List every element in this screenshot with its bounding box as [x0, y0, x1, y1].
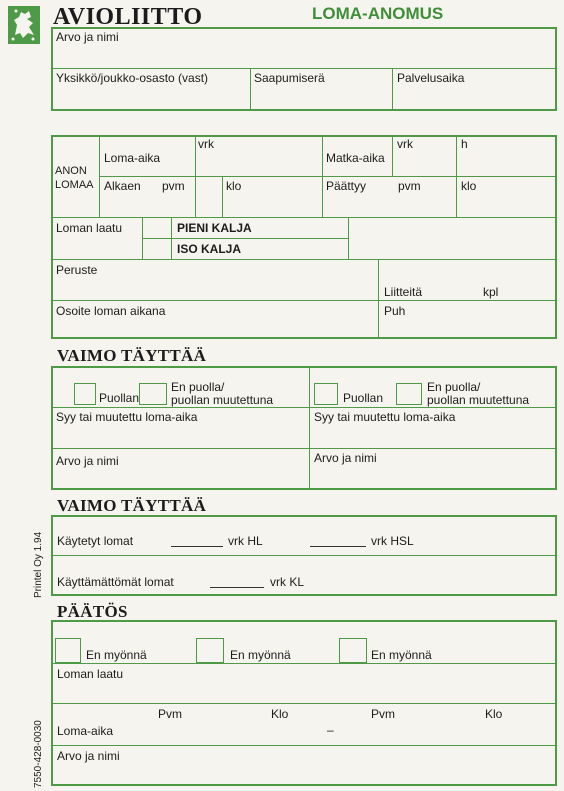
en-puolla-checkbox-left[interactable] [139, 383, 167, 405]
form-title: LOMA-ANOMUS [312, 4, 444, 23]
puollan-checkbox-right[interactable] [314, 383, 338, 405]
vrk-hl-label: vrk HL [228, 534, 263, 548]
paattyy-klo-label: klo [461, 179, 477, 193]
matka-aika-field[interactable]: Matka-aika [326, 151, 385, 165]
paatos-arvo-field[interactable]: Arvo ja nimi [57, 749, 120, 763]
alkaen-field[interactable]: Alkaen [104, 179, 141, 193]
alkaen-pvm-label: pvm [162, 179, 185, 193]
paattyy-field[interactable]: Päättyy [326, 179, 367, 193]
en-myonna-checkbox-2[interactable] [196, 638, 224, 663]
en-puolla-checkbox-right[interactable] [396, 383, 422, 405]
paatos-pvm-label-2: Pvm [371, 707, 395, 721]
vaimo-section-title-2: VAIMO TÄYTTÄÄ [57, 496, 207, 515]
arvo-field-right[interactable]: Arvo ja nimi [314, 451, 377, 465]
vrk-hsl-label: vrk HSL [371, 534, 414, 548]
matka-aika-vrk-label: vrk [397, 137, 413, 151]
en-puolla-label-right-2: puollan muutettuna [427, 393, 530, 407]
alkaen-klo-label: klo [226, 179, 242, 193]
arvo-field-left[interactable]: Arvo ja nimi [56, 454, 119, 468]
peruste-field[interactable]: Peruste [56, 263, 98, 277]
matka-aika-h-label: h [461, 137, 468, 151]
iso-kalja-option[interactable]: ISO KALJA [177, 242, 242, 256]
service-time-field[interactable]: Palvelusaika [397, 71, 465, 85]
puollan-label-right: Puollan [343, 391, 384, 405]
liitteita-kpl-label: kpl [483, 285, 499, 299]
paatos-loma-aika-field[interactable]: Loma-aika [57, 724, 114, 738]
puollan-label-left: Puollan [99, 391, 140, 405]
rank-name-field[interactable]: Arvo ja nimi [56, 30, 119, 44]
en-myonna-label-3: En myönnä [371, 648, 432, 662]
syy-field-right[interactable]: Syy tai muutettu loma-aika [314, 410, 456, 424]
en-puolla-label-right: En puolla/ [427, 380, 481, 394]
en-puolla-label-left: En puolla/ [171, 380, 225, 394]
loma-aika-field[interactable]: Loma-aika [104, 151, 161, 165]
anon-label: ANON [55, 165, 87, 177]
en-myonna-label-2: En myönnä [230, 648, 291, 662]
paatos-klo-label-1: Klo [271, 707, 289, 721]
en-puolla-label-left-2: puollan muutettuna [171, 393, 274, 407]
unit-field[interactable]: Yksikkö/joukko-osasto (vast) [56, 71, 209, 85]
personal-info-box [51, 27, 557, 111]
paatos-section-title: PÄÄTÖS [57, 602, 128, 621]
kaytetyt-lomat-label: Käytetyt lomat [57, 534, 134, 548]
vaimo-box-1 [51, 366, 557, 490]
form-code: 7550-428-0030 [33, 720, 44, 788]
puollan-checkbox-left[interactable] [74, 383, 96, 405]
loma-aika-vrk-label: vrk [198, 137, 214, 151]
vaimo-section-title-1: VAIMO TÄYTTÄÄ [57, 346, 207, 365]
paatos-loman-laatu-field[interactable]: Loman laatu [57, 667, 124, 681]
liitteita-field[interactable]: Liitteitä [384, 285, 423, 299]
paattyy-pvm-label: pvm [398, 179, 421, 193]
vrk-kl-label: vrk KL [270, 575, 305, 589]
en-myonna-checkbox-3[interactable] [339, 638, 367, 663]
en-myonna-label-1: En myönnä [86, 648, 147, 662]
lion-emblem-icon [7, 5, 41, 45]
intake-field[interactable]: Saapumiserä [254, 71, 325, 85]
paatos-dash: – [327, 723, 334, 737]
lomaa-label: LOMAA [55, 179, 94, 191]
pieni-kalja-checkbox[interactable] [144, 219, 169, 237]
loman-laatu-label: Loman laatu [56, 221, 123, 235]
pieni-kalja-option[interactable]: PIENI KALJA [177, 221, 252, 235]
paatos-pvm-label-1: Pvm [158, 707, 182, 721]
paatos-klo-label-2: Klo [485, 707, 503, 721]
osoite-field[interactable]: Osoite loman aikana [56, 304, 166, 318]
en-myonna-checkbox-1[interactable] [55, 638, 81, 663]
kayttamattomat-lomat-label: Käyttämättömät lomat [57, 575, 174, 589]
iso-kalja-checkbox[interactable] [144, 240, 169, 258]
puh-field[interactable]: Puh [384, 304, 406, 318]
syy-field-left[interactable]: Syy tai muutettu loma-aika [56, 410, 198, 424]
brand-title: AVIOLIITTO [53, 4, 203, 30]
printer-imprint: Printel Oy 1.94 [33, 531, 44, 598]
